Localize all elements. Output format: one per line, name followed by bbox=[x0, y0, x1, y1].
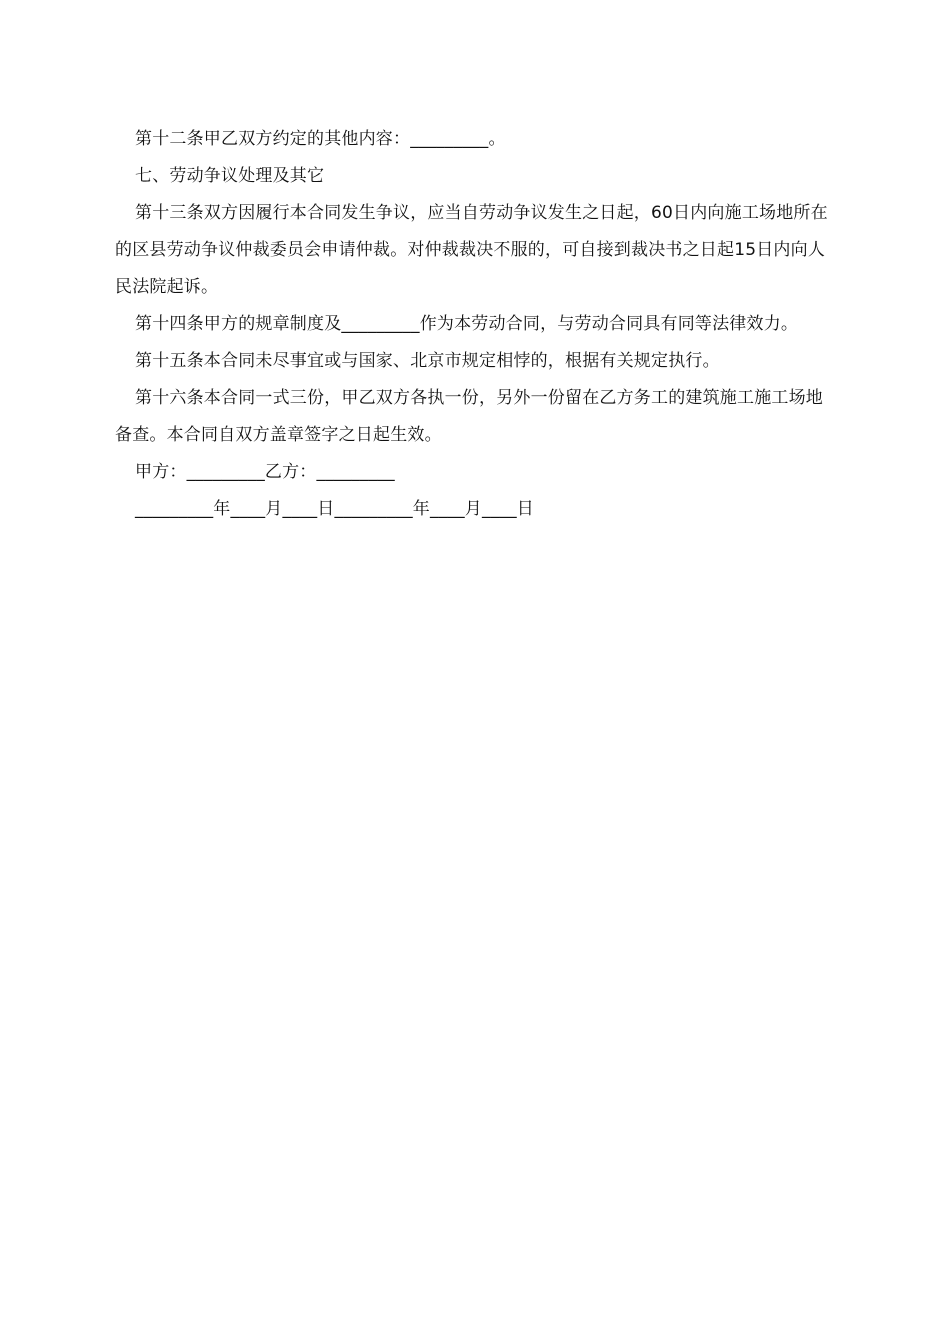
clause-12: 第十二条甲乙双方约定的其他内容：_________。 bbox=[135, 129, 506, 149]
clause-14: 第十四条甲方的规章制度及_________作为本劳动合同，与劳动合同具有同等法律效力。 bbox=[135, 314, 799, 334]
clause-13: 第十三条双方因履行本合同发生争议，应当自劳动争议发生之日起，60日内向施工场地所在的区县劳动争议仲裁委员会申请仲裁。对仲裁裁决不服的，可自接到裁决书之日起15日内向人民法院起诉。 bbox=[115, 203, 828, 297]
date-line: _________年____月____日_________年____月____日 bbox=[135, 499, 534, 519]
clause-15: 第十五条本合同未尽事宜或与国家、北京市规定相悖的，根据有关规定执行。 bbox=[135, 351, 720, 371]
document-body bbox=[115, 121, 835, 528]
section-7-heading: 七、劳动争议处理及其它 bbox=[135, 166, 325, 186]
signature-line: 甲方：_________乙方：_________ bbox=[135, 462, 395, 482]
clause-16: 第十六条本合同一式三份，甲乙双方各执一份，另外一份留在乙方务工的建筑施工施工场地备查。本合同自双方盖章签字之日起生效。 bbox=[115, 388, 823, 445]
